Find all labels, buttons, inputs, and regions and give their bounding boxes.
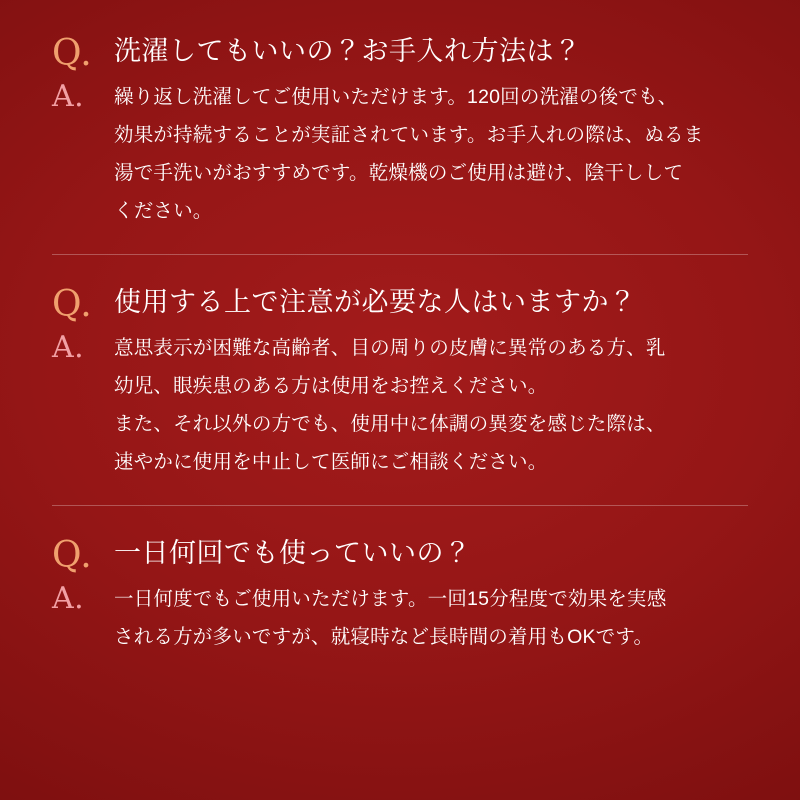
question-mark-label: Q. [52, 535, 93, 577]
faq-item [52, 281, 748, 481]
faq-answer-line: 効果が持続することが実証されています。お手入れの際は、ぬるま [114, 124, 704, 147]
answer-mark-label: A. [52, 581, 85, 617]
faq-question-text: 一日何回でも使っていいの？ [114, 538, 472, 569]
faq-answer-line: 幼児、眼疾患のある方は使用をお控えください。 [114, 375, 548, 398]
faq-divider [52, 505, 748, 506]
answer-mark-label: A. [52, 330, 85, 366]
faq-answer-line: 湯で手洗いがおすすめです。乾燥機のご使用は避け、陰干しして [114, 162, 684, 185]
faq-answer-line: 速やかに使用を中止して医師にご相談ください。 [114, 451, 548, 474]
faq-answer-text [114, 329, 666, 481]
question-mark-label: Q. [52, 284, 93, 326]
faq-question-text: 洗濯してもいいの？お手入れ方法は？ [114, 36, 582, 66]
answer-mark-label: A. [52, 79, 85, 114]
faq-answer-line: また、それ以外の方でも、使用中に体調の異変を感じた際は、 [114, 413, 666, 436]
faq-question-text: 使用する上で注意が必要な人はいますか？ [114, 287, 637, 318]
faq-answer-row [52, 329, 748, 481]
faq-question-row [52, 281, 748, 326]
faq-answer-text [114, 78, 703, 230]
faq-answer-line: 一日何度でもご使用いただけます。一回15分程度で効果を実感 [114, 588, 667, 611]
faq-answer-row [52, 78, 748, 230]
faq-question-row [52, 532, 748, 577]
faq-answer-line: される方が多いですが、就寝時など長時間の着用もOKです。 [114, 626, 654, 649]
faq-answer-row [52, 580, 748, 656]
faq-answer-line: 意思表示が困難な高齢者、目の周りの皮膚に異常のある方、乳 [114, 337, 666, 360]
faq-answer-text [114, 580, 666, 656]
question-mark-label: Q. [52, 33, 93, 74]
faq-list [52, 0, 748, 656]
faq-divider [52, 254, 748, 255]
faq-item [52, 30, 748, 230]
faq-answer-line: 繰り返し洗濯してご使用いただけます。120回の洗濯の後でも、 [114, 86, 678, 108]
faq-question-row [52, 30, 748, 72]
faq-item [52, 532, 748, 656]
faq-answer-line: ください。 [114, 200, 213, 223]
